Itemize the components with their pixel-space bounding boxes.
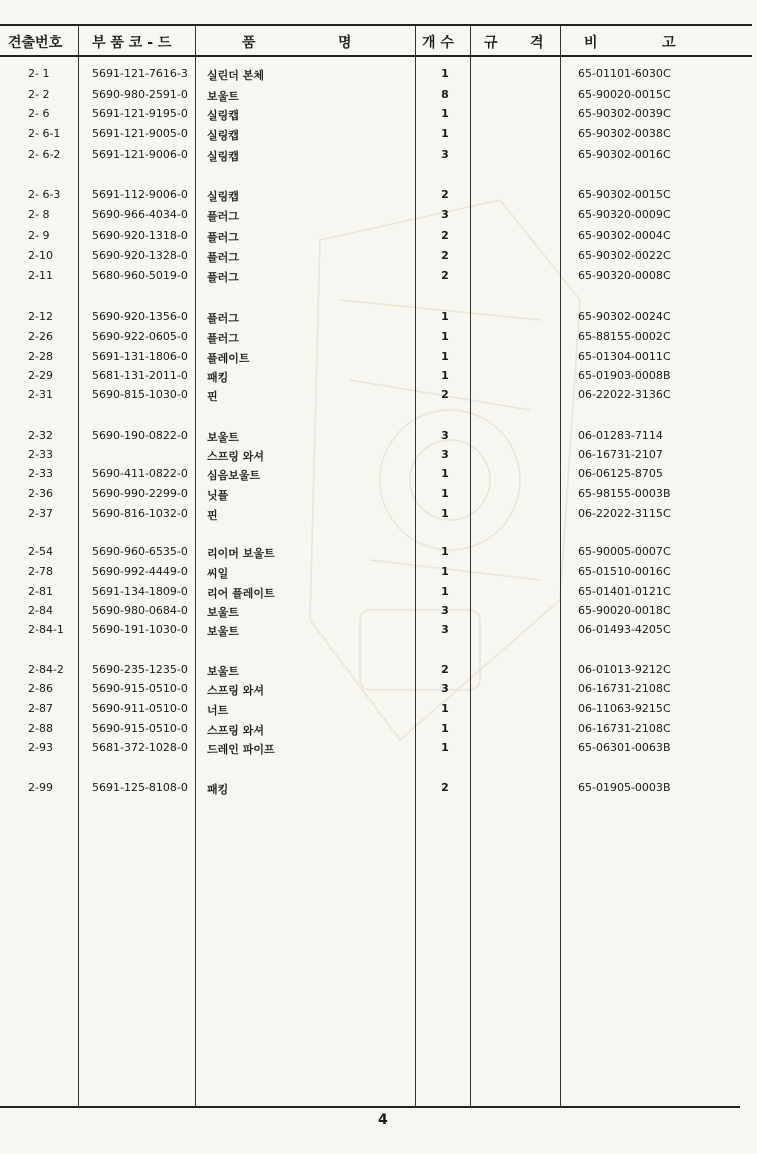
class-code: C <box>663 702 671 715</box>
row-number: 2-33 <box>28 448 53 461</box>
reference-number: 65-90320-0008 <box>578 269 663 282</box>
header-name-1: 품 <box>242 35 256 51</box>
quantity: 1 <box>441 545 449 558</box>
table-row <box>0 107 757 125</box>
table-row <box>0 127 757 145</box>
part-name: 심음보울트 <box>207 469 261 482</box>
part-code: 5691-121-9005-0 <box>92 127 188 140</box>
part-code: 5690-911-0510-0 <box>92 702 188 715</box>
header-qty: 개 수 <box>422 35 454 51</box>
table-row <box>0 369 757 387</box>
part-code: 5690-915-0510-0 <box>92 722 188 735</box>
part-code: 5690-816-1032-0 <box>92 507 188 520</box>
quantity: 3 <box>441 429 449 442</box>
part-name: 실링캡 <box>207 190 239 203</box>
part-name: 실링캡 <box>207 129 239 142</box>
table-row <box>0 330 757 348</box>
reference-number: 65-01903-0008 <box>578 369 663 382</box>
quantity: 1 <box>441 741 449 754</box>
table-row <box>0 229 757 247</box>
part-name: 씨일 <box>207 567 229 580</box>
quantity: 2 <box>441 388 449 401</box>
reference-number: 65-06301-0063 <box>578 741 663 754</box>
table-row <box>0 722 757 740</box>
part-code: 5690-190-0822-0 <box>92 429 188 442</box>
part-code: 5690-966-4034-0 <box>92 208 188 221</box>
reference-number: 06-16731-2108 <box>578 682 663 695</box>
part-code: 5691-121-9195-0 <box>92 107 188 120</box>
quantity: 1 <box>441 350 449 363</box>
table-row <box>0 702 757 720</box>
table-row <box>0 585 757 603</box>
part-code: 5690-191-1030-0 <box>92 623 188 636</box>
reference-number: 06-22022-3136 <box>578 388 663 401</box>
part-code: 5690-920-1356-0 <box>92 310 188 323</box>
part-name: 너트 <box>207 704 229 717</box>
class-code: C <box>663 310 671 323</box>
class-code: C <box>663 67 671 80</box>
page-number: 4 <box>378 1112 388 1128</box>
part-name: 스프링 와셔 <box>207 684 264 697</box>
quantity: 1 <box>441 369 449 382</box>
table-row <box>0 467 757 485</box>
reference-number: 65-90320-0009 <box>578 208 663 221</box>
reference-number: 06-22022-3115 <box>578 507 663 520</box>
row-number: 2-99 <box>28 781 53 794</box>
class-code: C <box>663 229 671 242</box>
quantity: 2 <box>441 188 449 201</box>
part-code: 5690-980-2591-0 <box>92 88 188 101</box>
quantity: 3 <box>441 148 449 161</box>
reference-number: 65-01510-0016 <box>578 565 663 578</box>
header-name-2: 명 <box>338 35 352 51</box>
reference-number: 65-90302-0022 <box>578 249 663 262</box>
part-code: 5690-992-4449-0 <box>92 565 188 578</box>
row-number: 2-93 <box>28 741 53 754</box>
row-number: 2- 2 <box>28 88 50 101</box>
part-name: 보울트 <box>207 625 239 638</box>
table-row <box>0 208 757 226</box>
row-number: 2-87 <box>28 702 53 715</box>
reference-number: 06-06125-8705 <box>578 467 663 480</box>
row-number: 2-26 <box>28 330 53 343</box>
reference-number: 65-90302-0039 <box>578 107 663 120</box>
class-code: C <box>663 88 671 101</box>
part-code: 5690-235-1235-0 <box>92 663 188 676</box>
table-row <box>0 682 757 700</box>
header-code: 부 품 코 - 드 <box>92 35 172 51</box>
row-number: 2- 6-1 <box>28 127 61 140</box>
part-code: 5681-131-2011-0 <box>92 369 188 382</box>
quantity: 2 <box>441 781 449 794</box>
row-number: 2- 6-2 <box>28 148 61 161</box>
row-number: 2- 9 <box>28 229 50 242</box>
table-row <box>0 781 757 799</box>
table-top-rule <box>0 24 752 26</box>
part-name: 플러그 <box>207 332 239 345</box>
table-row <box>0 429 757 447</box>
part-name: 패킹 <box>207 371 229 384</box>
class-code: C <box>663 249 671 262</box>
part-code: 5681-372-1028-0 <box>92 741 188 754</box>
quantity: 1 <box>441 107 449 120</box>
reference-number: 65-90302-0004 <box>578 229 663 242</box>
class-code: C <box>663 208 671 221</box>
class-code: B <box>663 781 671 794</box>
reference-number: 65-88155-0002 <box>578 330 663 343</box>
header-remark-2: 고 <box>662 35 676 51</box>
row-number: 2-12 <box>28 310 53 323</box>
row-number: 2-86 <box>28 682 53 695</box>
header-bottom-rule <box>0 55 752 57</box>
part-name: 플러그 <box>207 231 239 244</box>
row-number: 2-29 <box>28 369 53 382</box>
reference-number: 65-90005-0007 <box>578 545 663 558</box>
table-row <box>0 604 757 622</box>
reference-number: 65-90020-0015 <box>578 88 663 101</box>
row-number: 2-88 <box>28 722 53 735</box>
class-code: B <box>663 487 671 500</box>
class-code: B <box>663 369 671 382</box>
reference-number: 06-01283-7114 <box>578 429 663 442</box>
reference-number: 65-90302-0016 <box>578 148 663 161</box>
row-number: 2-36 <box>28 487 53 500</box>
part-name: 플러그 <box>207 312 239 325</box>
class-code: C <box>663 663 671 676</box>
table-row <box>0 545 757 563</box>
part-name: 드레인 파이프 <box>207 743 275 756</box>
part-code: 5690-922-0605-0 <box>92 330 188 343</box>
quantity: 3 <box>441 604 449 617</box>
class-code: C <box>663 585 671 598</box>
row-number: 2-84-2 <box>28 663 64 676</box>
row-number: 2-78 <box>28 565 53 578</box>
class-code: C <box>663 330 671 343</box>
part-name: 플러그 <box>207 210 239 223</box>
row-number: 2-28 <box>28 350 53 363</box>
part-name: 스프링 와셔 <box>207 450 264 463</box>
part-name: 실링캡 <box>207 109 239 122</box>
reference-number: 06-16731-2107 <box>578 448 663 461</box>
quantity: 3 <box>441 208 449 221</box>
quantity: 1 <box>441 585 449 598</box>
part-name: 보울트 <box>207 90 239 103</box>
part-code: 5690-980-0684-0 <box>92 604 188 617</box>
table-row <box>0 249 757 267</box>
table-row <box>0 88 757 106</box>
part-name: 플레이트 <box>207 352 250 365</box>
part-code: 5690-815-1030-0 <box>92 388 188 401</box>
table-row <box>0 188 757 206</box>
part-code: 5690-915-0510-0 <box>92 682 188 695</box>
part-name: 보울트 <box>207 606 239 619</box>
part-code: 5690-920-1328-0 <box>92 249 188 262</box>
row-number: 2-10 <box>28 249 53 262</box>
row-number: 2-11 <box>28 269 53 282</box>
part-name: 스프링 와셔 <box>207 724 264 737</box>
class-code: C <box>663 507 671 520</box>
part-name: 닛플 <box>207 489 229 502</box>
part-code: 5691-134-1809-0 <box>92 585 188 598</box>
class-code: C <box>663 722 671 735</box>
class-code: C <box>663 350 671 363</box>
row-number: 2- 1 <box>28 67 50 80</box>
row-number: 2- 6 <box>28 107 50 120</box>
table-row <box>0 565 757 583</box>
quantity: 2 <box>441 663 449 676</box>
quantity: 1 <box>441 67 449 80</box>
quantity: 1 <box>441 330 449 343</box>
quantity: 1 <box>441 702 449 715</box>
header-spec-1: 규 <box>484 35 498 51</box>
quantity: 1 <box>441 310 449 323</box>
part-name: 실린더 본체 <box>207 69 264 82</box>
part-code: 5690-990-2299-0 <box>92 487 188 500</box>
reference-number: 65-01401-0121 <box>578 585 663 598</box>
part-name: 핀 <box>207 390 218 403</box>
part-code: 5690-411-0822-0 <box>92 467 188 480</box>
part-name: 플러그 <box>207 251 239 264</box>
header-spec-2: 격 <box>530 35 544 51</box>
part-code: 5690-920-1318-0 <box>92 229 188 242</box>
table-row <box>0 350 757 368</box>
quantity: 1 <box>441 507 449 520</box>
table-row <box>0 310 757 328</box>
reference-number: 65-90302-0038 <box>578 127 663 140</box>
part-code: 5691-131-1806-0 <box>92 350 188 363</box>
header-remark-1: 비 <box>584 35 598 51</box>
quantity: 3 <box>441 623 449 636</box>
table-row <box>0 388 757 406</box>
class-code: C <box>663 127 671 140</box>
quantity: 2 <box>441 269 449 282</box>
reference-number: 65-01905-0003 <box>578 781 663 794</box>
row-number: 2- 8 <box>28 208 50 221</box>
quantity: 1 <box>441 467 449 480</box>
reference-number: 65-98155-0003 <box>578 487 663 500</box>
part-name: 플러그 <box>207 271 239 284</box>
table-row <box>0 507 757 525</box>
class-code: C <box>663 188 671 201</box>
class-code: C <box>663 388 671 401</box>
class-code: C <box>663 148 671 161</box>
class-code: C <box>663 107 671 120</box>
part-name: 보울트 <box>207 431 239 444</box>
row-number: 2-81 <box>28 585 53 598</box>
part-code: 5691-121-7616-3 <box>92 67 188 80</box>
quantity: 2 <box>441 249 449 262</box>
reference-number: 65-90302-0015 <box>578 188 663 201</box>
row-number: 2-54 <box>28 545 53 558</box>
row-number: 2-84 <box>28 604 53 617</box>
class-code: C <box>663 545 671 558</box>
part-name: 패킹 <box>207 783 229 796</box>
row-number: 2-37 <box>28 507 53 520</box>
reference-number: 65-01304-0011 <box>578 350 663 363</box>
table-row <box>0 269 757 287</box>
reference-number: 65-01101-6030 <box>578 67 663 80</box>
table-row <box>0 487 757 505</box>
quantity: 1 <box>441 565 449 578</box>
table-row <box>0 448 757 466</box>
row-number: 2- 6-3 <box>28 188 61 201</box>
table-row <box>0 623 757 641</box>
quantity: 1 <box>441 722 449 735</box>
reference-number: 65-90302-0024 <box>578 310 663 323</box>
quantity: 2 <box>441 229 449 242</box>
quantity: 3 <box>441 448 449 461</box>
table-row <box>0 148 757 166</box>
part-code: 5690-960-6535-0 <box>92 545 188 558</box>
part-name: 핀 <box>207 509 218 522</box>
class-code: B <box>663 741 671 754</box>
part-name: 실링캡 <box>207 150 239 163</box>
header-no: 견출번호 <box>8 35 63 51</box>
table-row <box>0 67 757 85</box>
part-code: 5691-125-8108-0 <box>92 781 188 794</box>
part-code: 5691-112-9006-0 <box>92 188 188 201</box>
part-code: 5680-960-5019-0 <box>92 269 188 282</box>
reference-number: 06-01013-9212 <box>578 663 663 676</box>
row-number: 2-31 <box>28 388 53 401</box>
reference-number: 06-11063-9215 <box>578 702 663 715</box>
reference-number: 65-90020-0018 <box>578 604 663 617</box>
table-bottom-rule <box>0 1106 740 1108</box>
class-code: C <box>663 682 671 695</box>
quantity: 1 <box>441 487 449 500</box>
class-code: C <box>663 623 671 636</box>
row-number: 2-32 <box>28 429 53 442</box>
row-number: 2-33 <box>28 467 53 480</box>
table-row <box>0 741 757 759</box>
quantity: 1 <box>441 127 449 140</box>
quantity: 8 <box>441 88 449 101</box>
row-number: 2-84-1 <box>28 623 64 636</box>
part-name: 리어 플레이트 <box>207 587 275 600</box>
reference-number: 06-16731-2108 <box>578 722 663 735</box>
class-code: C <box>663 604 671 617</box>
quantity: 3 <box>441 682 449 695</box>
part-code: 5691-121-9006-0 <box>92 148 188 161</box>
table-row <box>0 663 757 681</box>
class-code: C <box>663 269 671 282</box>
part-name: 보울트 <box>207 665 239 678</box>
part-name: 리이머 보울트 <box>207 547 275 560</box>
class-code: C <box>663 565 671 578</box>
reference-number: 06-01493-4205 <box>578 623 663 636</box>
